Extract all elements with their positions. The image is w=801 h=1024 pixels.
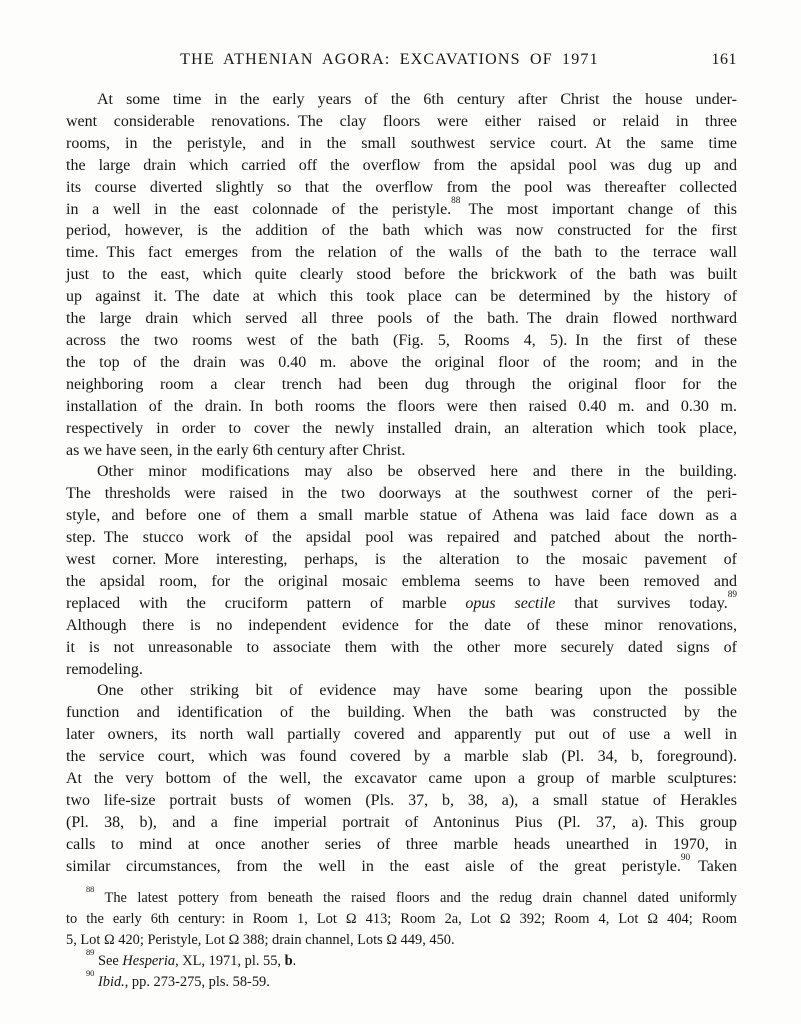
text-run: 5, Lot Ω 420; Peristyle, Lot Ω 388; drain channel, Lots Ω 449, 450.	[66, 932, 455, 948]
text-run: , XL, 1971, pl. 55,	[175, 953, 285, 969]
body-line	[66, 155, 737, 177]
footnote-ref: 89	[86, 948, 95, 958]
page-number: 161	[711, 51, 737, 68]
text-run: went considerable renovations. The clay floors were either raised or relaid in three	[66, 112, 737, 130]
text-run: the apsidal room, for the original mosaic emblema seems to have been removed and	[66, 572, 737, 590]
body-line	[66, 589, 738, 615]
body-line	[66, 483, 737, 505]
text-run: Other minor modifications may also be observed here and there in the building.	[97, 463, 737, 481]
text-run: Taken	[690, 857, 737, 875]
body-line	[66, 852, 737, 878]
text-run: Ibid.	[97, 974, 125, 990]
text-run: replaced with the cruciform pattern of marble	[66, 594, 466, 612]
footnote-line	[66, 930, 737, 951]
footnotes-text	[66, 885, 737, 993]
text-run: See	[94, 953, 123, 969]
body-text	[66, 89, 737, 878]
text-run: b	[284, 953, 293, 969]
body-line	[66, 637, 737, 659]
text-run: later owners, its north wall partially covered and apparently put out of use a well in	[66, 726, 737, 744]
footnote-ref: 89	[727, 589, 738, 600]
body-line	[66, 330, 737, 352]
footnote-line	[66, 948, 737, 972]
footnote-ref: 90	[680, 852, 691, 863]
body-line	[66, 527, 737, 549]
text-run: function and identification of the building. When the bath was constructed by the	[66, 704, 737, 722]
body-line	[66, 768, 737, 790]
text-run: the large drain which served all three pools of the bath. The drain flowed northward	[66, 310, 737, 328]
text-run: two life-size portrait busts of women (Pls. 37, b, 38, a), a small statue of Herakles	[66, 792, 737, 809]
body-line	[66, 659, 737, 681]
body-line	[66, 396, 737, 418]
body-line	[66, 680, 737, 702]
text-run: across the two rooms west of the bath (Fig. 5, Rooms 4, 5). In the first of these	[66, 331, 737, 349]
body-line	[66, 195, 737, 221]
text-run: At some time in the early years of the 6th century after Christ the house under-	[97, 91, 737, 108]
text-run: The most important change of this	[460, 200, 737, 218]
body-line	[66, 746, 737, 768]
text-run: step. The stucco work of the apsidal pool was repaired and patched about the north-	[66, 529, 737, 547]
body-line	[66, 790, 737, 812]
body-line	[66, 264, 737, 286]
body-line	[66, 615, 737, 637]
text-run: opus sectile	[465, 594, 556, 612]
running-header	[66, 51, 737, 73]
text-run: its course diverted slightly so that the overflow from the pool was thereafter collected	[66, 178, 737, 196]
body-line	[66, 702, 737, 724]
text-run: rooms, in the peristyle, and in the small southwest service court. At the same time	[66, 134, 737, 152]
text-run: just to the east, which quite clearly stood before the brickwork of the bath was built	[66, 266, 737, 284]
body-line	[66, 286, 737, 308]
body-line	[66, 133, 737, 155]
text-run: Hesperia	[122, 953, 176, 969]
text-run: Although there is no independent evidence for the date of these minor renovations,	[66, 616, 737, 634]
text-run: remodeling.	[66, 660, 143, 678]
text-run: (Pl. 38, b), and a fine imperial portrait of Antoninus Pius (Pl. 37, a). This group	[66, 813, 737, 831]
text-run: calls to mind at once another series of three marble heads unearthed in 1970, in	[66, 835, 737, 853]
text-run: One other striking bit of evidence may have some bearing upon the possible	[97, 682, 737, 700]
body-line	[66, 111, 737, 133]
text-run: up against it. The date at which this took place can be determined by the history of	[66, 288, 737, 306]
text-run: neighboring room a clear trench had been dug through the original floor for the	[66, 375, 737, 393]
text-run: the top of the drain was 0.40 m. above the original floor of the room; and in the	[66, 353, 737, 371]
body-line	[66, 571, 737, 593]
text-run: to the early 6th century: in Room 1, Lot Ω 413; Room 2a, Lot Ω 392; Room 4, Lot Ω 404; Room	[66, 911, 737, 927]
footnote-line	[66, 885, 737, 909]
text-run: the service court, which was found covered by a marble slab (Pl. 34, b, foreground).	[66, 748, 737, 766]
footnote-ref: 88	[451, 195, 461, 206]
body-line	[66, 352, 737, 374]
text-run: The latest pottery from beneath the raised floors and the redug drain channel dated uniformly	[94, 890, 737, 906]
footnote-line	[66, 909, 737, 930]
footnote-line	[66, 969, 737, 993]
text-run: installation of the drain. In both rooms the floors were then raised 0.40 m. and 0.30 m.	[66, 397, 737, 415]
body-line	[66, 308, 737, 330]
text-run: that survives today.	[555, 594, 728, 612]
body-line	[66, 440, 737, 462]
text-run: period, however, is the addition of the bath which was now constructed for the first	[66, 222, 737, 240]
body-line	[66, 242, 737, 264]
body-line	[66, 177, 737, 199]
body-line	[66, 89, 737, 111]
text-run: , pp. 273-275, pls. 58-59.	[124, 974, 270, 990]
text-run: The thresholds were raised in the two doorways at the southwest corner of the peri-	[66, 485, 737, 503]
text-run: respectively in order to cover the newly installed drain, an alteration which took place,	[66, 419, 737, 437]
text-run: style, and before one of them a small marble statue of Athena was laid face down as a	[66, 507, 737, 525]
body-line	[66, 549, 737, 571]
text-run: west corner. More interesting, perhaps, is the alteration to the mosaic pavement of	[66, 551, 737, 569]
text-run: it is not unreasonable to associate them with the other more securely dated signs of	[66, 638, 737, 656]
body-line	[66, 374, 737, 396]
body-line	[66, 812, 737, 834]
body-line	[66, 418, 737, 440]
text-run: the large drain which carried off the overflow from the apsidal pool was dug up and	[66, 156, 737, 174]
footnote-ref: 90	[86, 969, 95, 979]
page-title: THE ATHENIAN AGORA: EXCAVATIONS OF 1971	[180, 51, 599, 68]
body-line	[66, 220, 737, 242]
text-run: time. This fact emerges from the relation of the walls of the bath to the terrace wall	[66, 244, 737, 262]
text-run: similar circumstances, from the well in the east aisle of the great peristyle.	[66, 857, 681, 875]
body-line	[66, 834, 737, 856]
text-run: .	[292, 953, 297, 969]
text-run: as we have seen, in the early 6th century after Christ.	[66, 441, 406, 459]
text-run: in a well in the east colonnade of the peristyle.	[66, 200, 452, 218]
body-line	[66, 461, 737, 483]
body-line	[66, 505, 737, 527]
text-run: At the very bottom of the well, the excavator came upon a group of marble sculptures:	[66, 770, 737, 788]
body-line	[66, 724, 737, 746]
footnote-ref: 88	[86, 885, 95, 895]
